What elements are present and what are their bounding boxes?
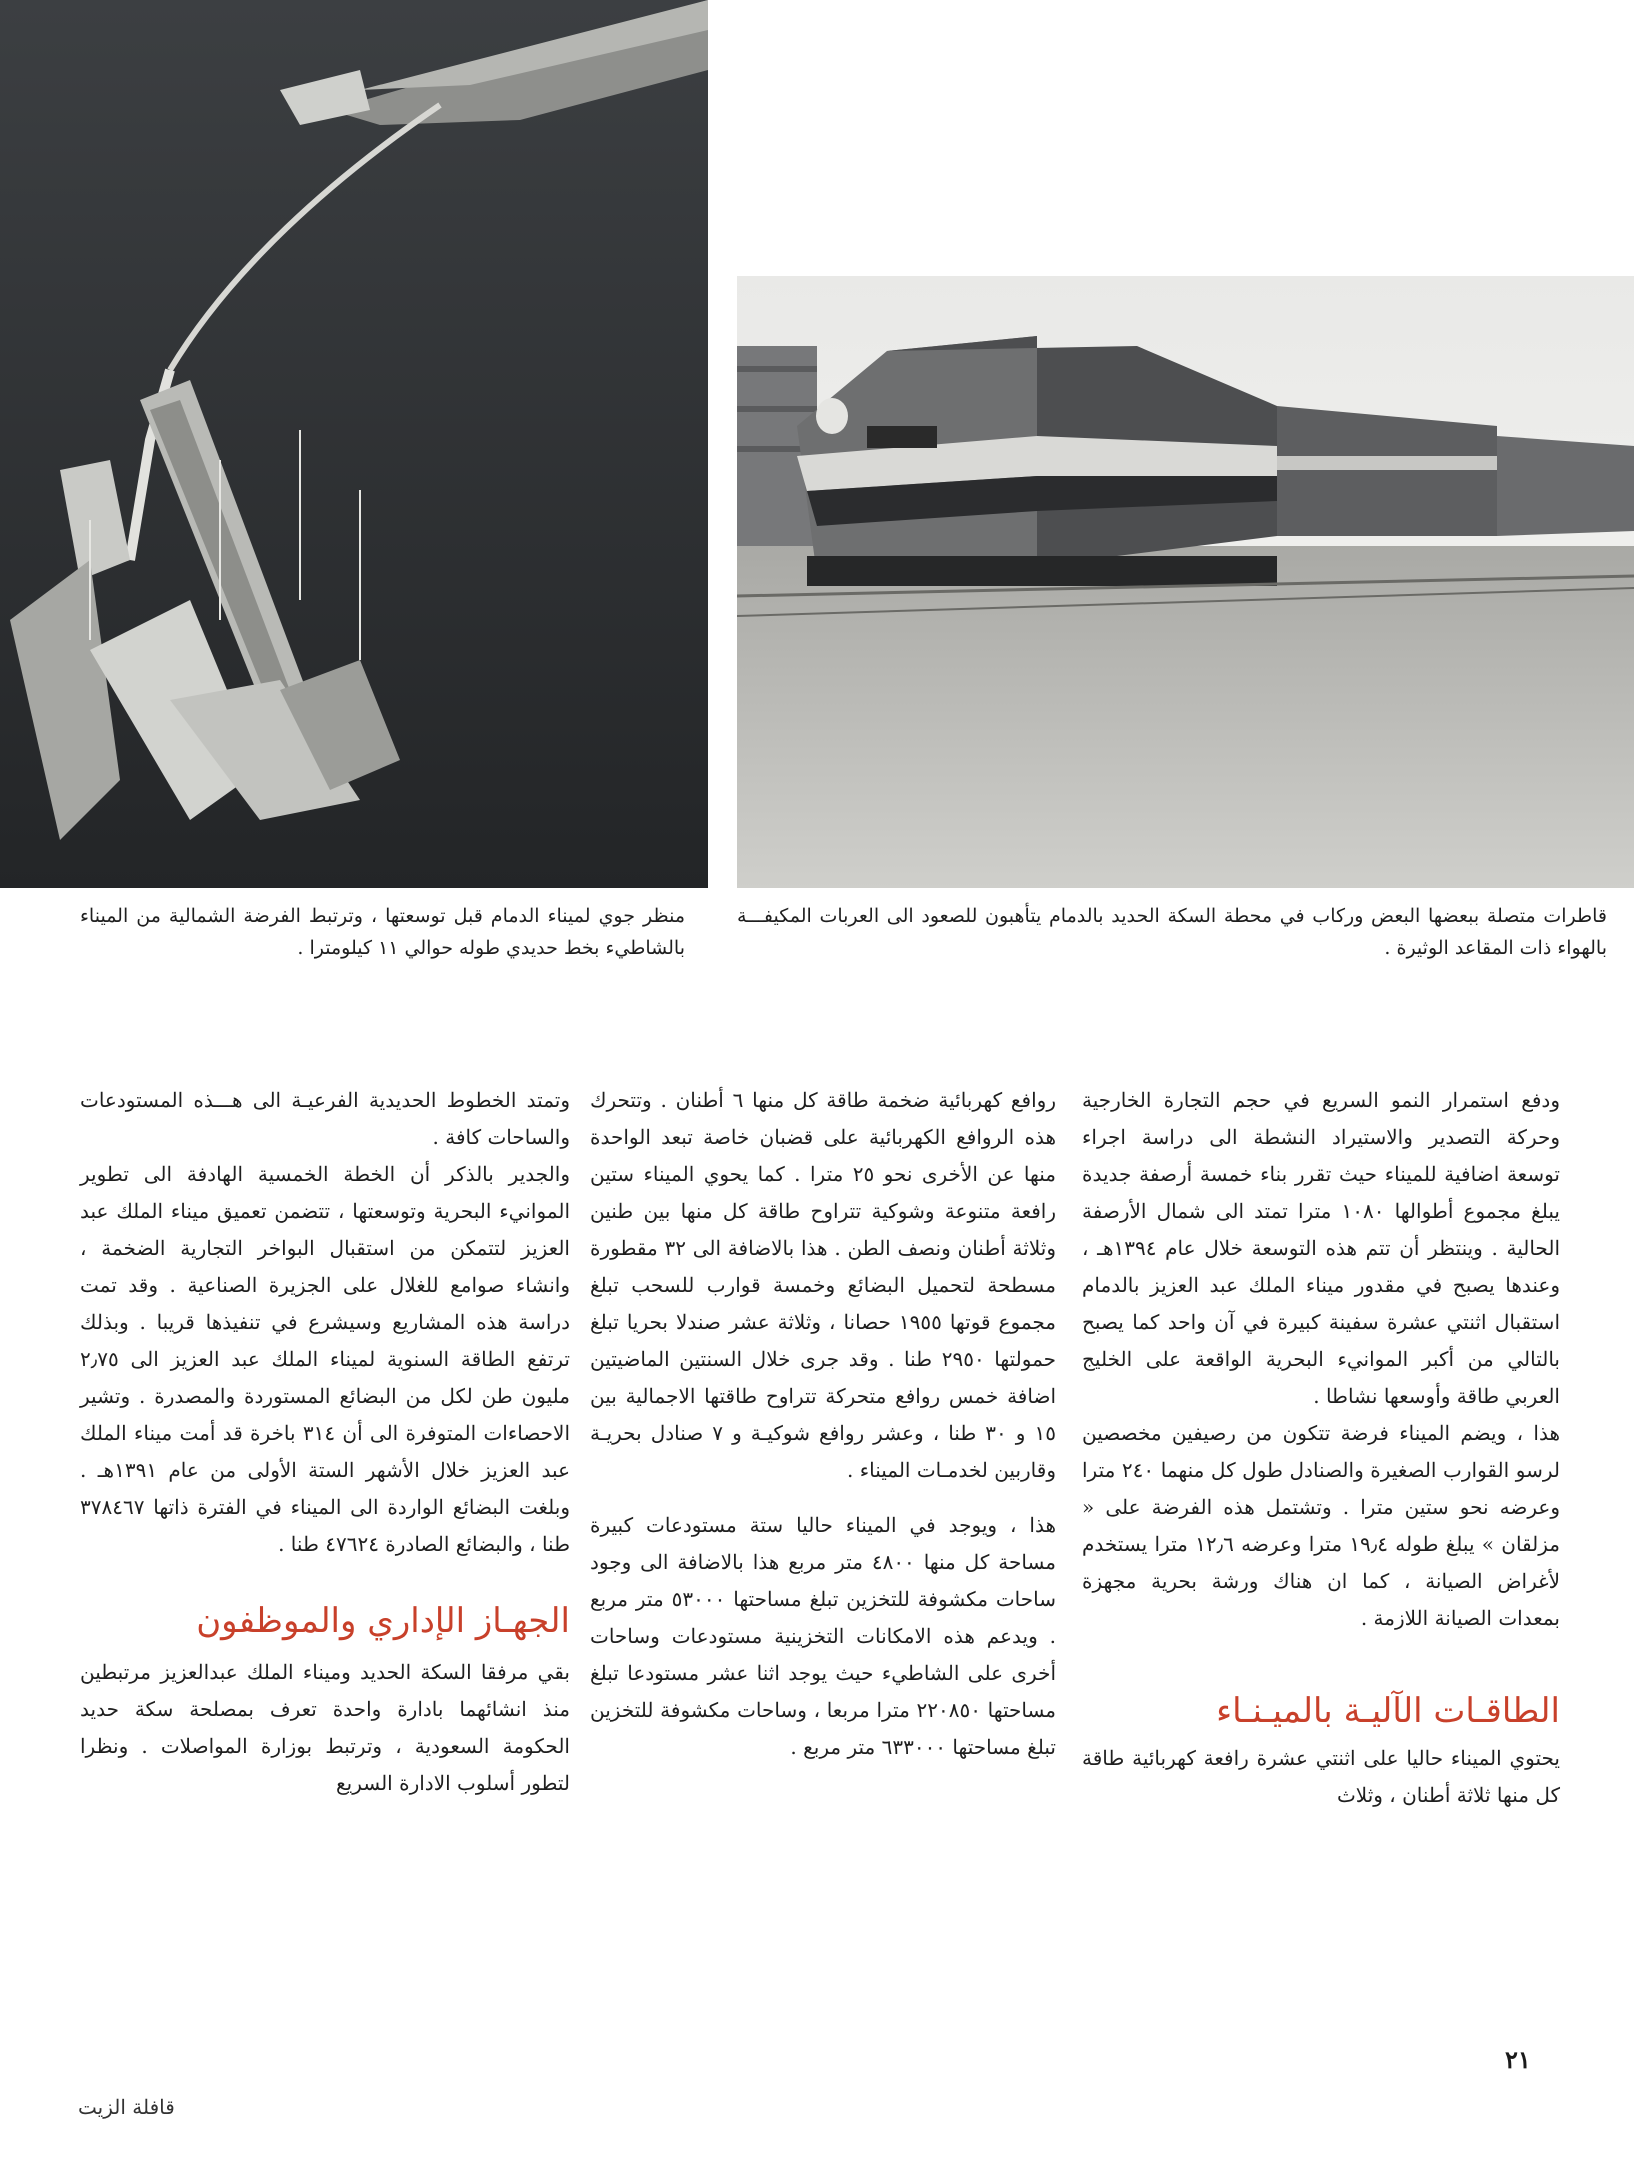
magazine-name: قافلة الزيت [78, 2095, 175, 2119]
paragraph: والجدير بالذكر أن الخطة الخمسية الهادفة الى تطوير الموانيء البحرية وتوسعتها ، تتضمن تعميق ميناء الملك عبد العزيز لتتمكن من استقبال البواخر التجارية الضخمة ، وانشاء صوامع للغلال على الجزيرة الصناعية . وقد تمت دراسة هذه المشاريع وسيشرع في تنفيذها قريبا . وبذلك ترتفع الطاقة السنوية لميناء الملك عبد العزيز الى ٢٫٧٥ مليون طن لكل من البضائع المستوردة والمصدرة . وتشير الاحصاءات المتوفرة الى أن ٣١٤ باخرة قد أمت ميناء الملك عبد العزيز خلال الأشهر الستة الأولى من عام ١٣٩١هـ . وبلغت البضائع الواردة الى الميناء في الفترة ذاتها ٣٧٨٤٦٧ طنا ، والبضائع الصادرة ٤٧٦٢٤ طنا . [80, 1162, 570, 1556]
article-column-middle [590, 1082, 1056, 1766]
page-number: ٢١ [1505, 2045, 1531, 2074]
paragraph: يحتوي الميناء حاليا على اثنتي عشرة رافعة كهربائية طاقة كل منها ثلاثة أطنان ، وثلاث [1082, 1746, 1560, 1807]
aerial-port-photo [0, 0, 708, 888]
paragraph: وتمتد الخطوط الحديدية الفرعيـة الى هـــذه المستودعات والساحات كافة . [80, 1088, 570, 1149]
article-column-right [1082, 1082, 1560, 1814]
section-heading-machines: الطاقـات الآليـة بالميـنـاء [1216, 1691, 1560, 1731]
article-column-left [80, 1082, 570, 1802]
paragraph: روافع كهربائية ضخمة طاقة كل منها ٦ أطنان . وتتحرك هذه الروافع الكهربائية على قضبان خاصة تبعد الواحدة منها عن الأخرى نحو ٢٥ مترا . كما يحوي الميناء ستين رافعة متنوعة وشوكية تتراوح طاقة كل منها بين طنين وثلاثة أطنان ونصف الطن . هذا بالاضافة الى ٣٢ مقطورة مسطحة لتحميل البضائع وخمسة قوارب للسحب تبلغ مجموع قوتها ١٩٥٥ حصانا ، وثلاثة عشر صندلا بحريا تبلغ حمولتها ٢٩٥٠ طنا . وقد جرى خلال السنتين الماضيتين اضافة خمس روافع متحركة تتراوح طاقتها الاجمالية بين ١٥ و ٣٠ طنا ، وعشر روافع شوكيـة و ٧ صنادل بحريـة وقاربين لخدمـات الميناء . [590, 1088, 1057, 1482]
paragraph: بقي مرفقا السكة الحديد وميناء الملك عبدالعزيز مرتبطين منذ انشائهما بادارة واحدة تعرف بمصلحة سكة حديد الحكومة السعودية ، وترتبط بوزارة المواصلات . ونظرا لتطور أسلوب الادارة السريع [80, 1660, 570, 1795]
train-photo-caption: قاطرات متصلة ببعضها البعض وركاب في محطة السكة الحديد بالدمام يتأهبون للصعود الى العربات المكيفـــة بالهواء ذات المقاعد الوثيرة . [737, 905, 1607, 959]
paragraph: ودفع استمرار النمو السريع في حجم التجارة الخارجية وحركة التصدير والاستيراد النشطة الى دراسة اجراء توسعة اضافية للميناء حيث تقرر بناء خمسة أرصفة جديدة يبلغ مجموع أطوالها ١٠٨٠ مترا تمتد الى شمال الأرصفة الحالية . وينتظر أن تتم هذه التوسعة خلال عام ١٣٩٤هـ ، وعندها يصبح في مقدور ميناء الملك عبد العزيز بالدمام استقبال اثنتي عشرة سفينة كبيرة في آن واحد كما يصبح بالتالي من أكبر الموانيء البحرية الواقعة على الخليج العربي طاقة وأوسعها نشاطا . [1082, 1088, 1560, 1408]
train-station-photo [737, 276, 1634, 888]
section-heading-admin: الجهـاز الإداري والموظفون [196, 1601, 570, 1641]
paragraph: هذا ، ويضم الميناء فرضة تتكون من رصيفين مخصصين لرسو القوارب الصغيرة والصنادل طول كل منهما ٢٤٠ مترا وعرضه نحو ستين مترا . وتشتمل هذه الفرضة على « مزلقان » يبلغ طوله ١٩٫٤ مترا وعرضه ١٢٫٦ مترا يستخدم لأغراض الصيانة ، كما ان هناك ورشة بحرية مجهزة بمعدات الصيانة اللازمة . [1082, 1421, 1561, 1630]
paragraph: هذا ، ويوجد في الميناء حاليا ستة مستودعات كبيرة مساحة كل منها ٤٨٠٠ متر مربع هذا بالاضافة الى وجود ساحات مكشوفة للتخزين تبلغ مساحتها ٥٣٠٠٠ متر مربع . ويدعم هذه الامكانات التخزينية مستودعات وساحات أخرى على الشاطيء حيث يوجد اثنا عشر مستودعا تبلغ مساحتها ٢٢٠٨٥٠ مترا مربعا ، وساحات مكشوفة للتخزين تبلغ مساحتها ٦٣٣٠٠٠ متر مربع . [590, 1513, 1057, 1759]
port-photo-caption: منظر جوي لميناء الدمام قبل توسعتها ، وترتبط الفرضة الشمالية من الميناء بالشاطيء بخط حديدي طوله حوالي ١١ كيلومترا . [80, 905, 685, 959]
